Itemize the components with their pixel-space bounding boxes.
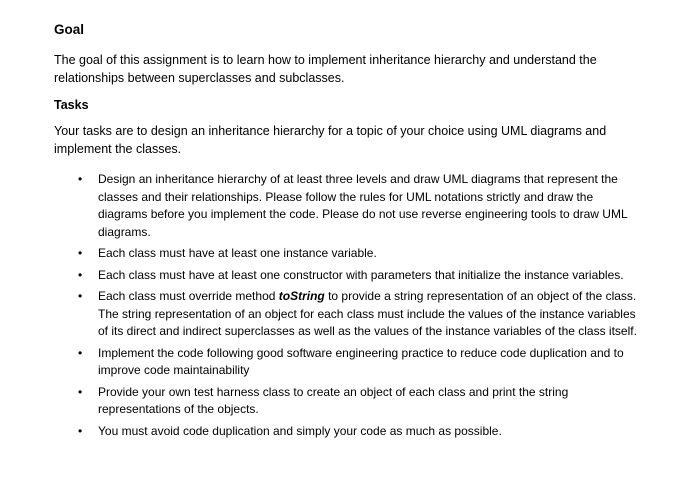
bullet-icon: • bbox=[78, 345, 83, 360]
task-item-avoid-duplication bbox=[54, 423, 644, 441]
bullet-icon: • bbox=[78, 423, 83, 438]
tasks-intro-paragraph: Your tasks are to design an inheritance hierarchy for a topic of your choice using UML diagrams and implement the classes. bbox=[54, 124, 607, 156]
task-text: Implement the code following good software engineering practice to reduce code duplication and to improve code maintainability bbox=[98, 345, 624, 377]
goal-paragraph: The goal of this assignment is to learn how to implement inheritance hierarchy and understand the relationships between superclasses and subclasses. bbox=[54, 53, 597, 85]
bullet-icon: • bbox=[78, 289, 83, 303]
task-item-constructor bbox=[54, 267, 644, 285]
task-text-after: to provide a string representation of an object of the class. The string representation of an object for each class must include the values of the instance variables of its direct and indirect superclasses as well as the values of the instance variables of the class itself. bbox=[98, 289, 637, 338]
task-text: Design an inheritance hierarchy of at least three levels and draw UML diagrams that represent the classes and their relationships. Please follow the rules for UML notations strictly and draw the diagrams before you implement the code. Please do not use reverse engineering tools to draw UML diagrams. bbox=[98, 172, 628, 239]
task-text: Provide your own test harness class to create an object of each class and print the string representations of the objects. bbox=[98, 384, 569, 416]
task-item-instance-variable bbox=[54, 245, 644, 263]
task-item-good-practice bbox=[54, 345, 644, 380]
task-text: Each class must have at least one constructor with parameters that initialize the instance variables. bbox=[98, 267, 624, 282]
goal-heading: Goal bbox=[54, 22, 85, 37]
task-text-before: Each class must override method bbox=[98, 289, 279, 303]
task-text: You must avoid code duplication and simply your code as much as possible. bbox=[98, 423, 502, 438]
tostring-keyword: toString bbox=[278, 289, 325, 303]
task-item-test-harness bbox=[54, 384, 644, 419]
task-item-tostring bbox=[54, 288, 644, 341]
tasks-list bbox=[54, 171, 644, 440]
assignment-document bbox=[54, 22, 644, 444]
bullet-icon: • bbox=[78, 384, 83, 399]
tasks-heading: Tasks bbox=[54, 98, 89, 112]
bullet-icon: • bbox=[78, 246, 83, 260]
task-text: Each class must have at least one instance variable. bbox=[98, 246, 377, 260]
bullet-icon: • bbox=[78, 172, 83, 186]
task-item-uml-design bbox=[54, 171, 644, 241]
bullet-icon: • bbox=[78, 267, 83, 282]
